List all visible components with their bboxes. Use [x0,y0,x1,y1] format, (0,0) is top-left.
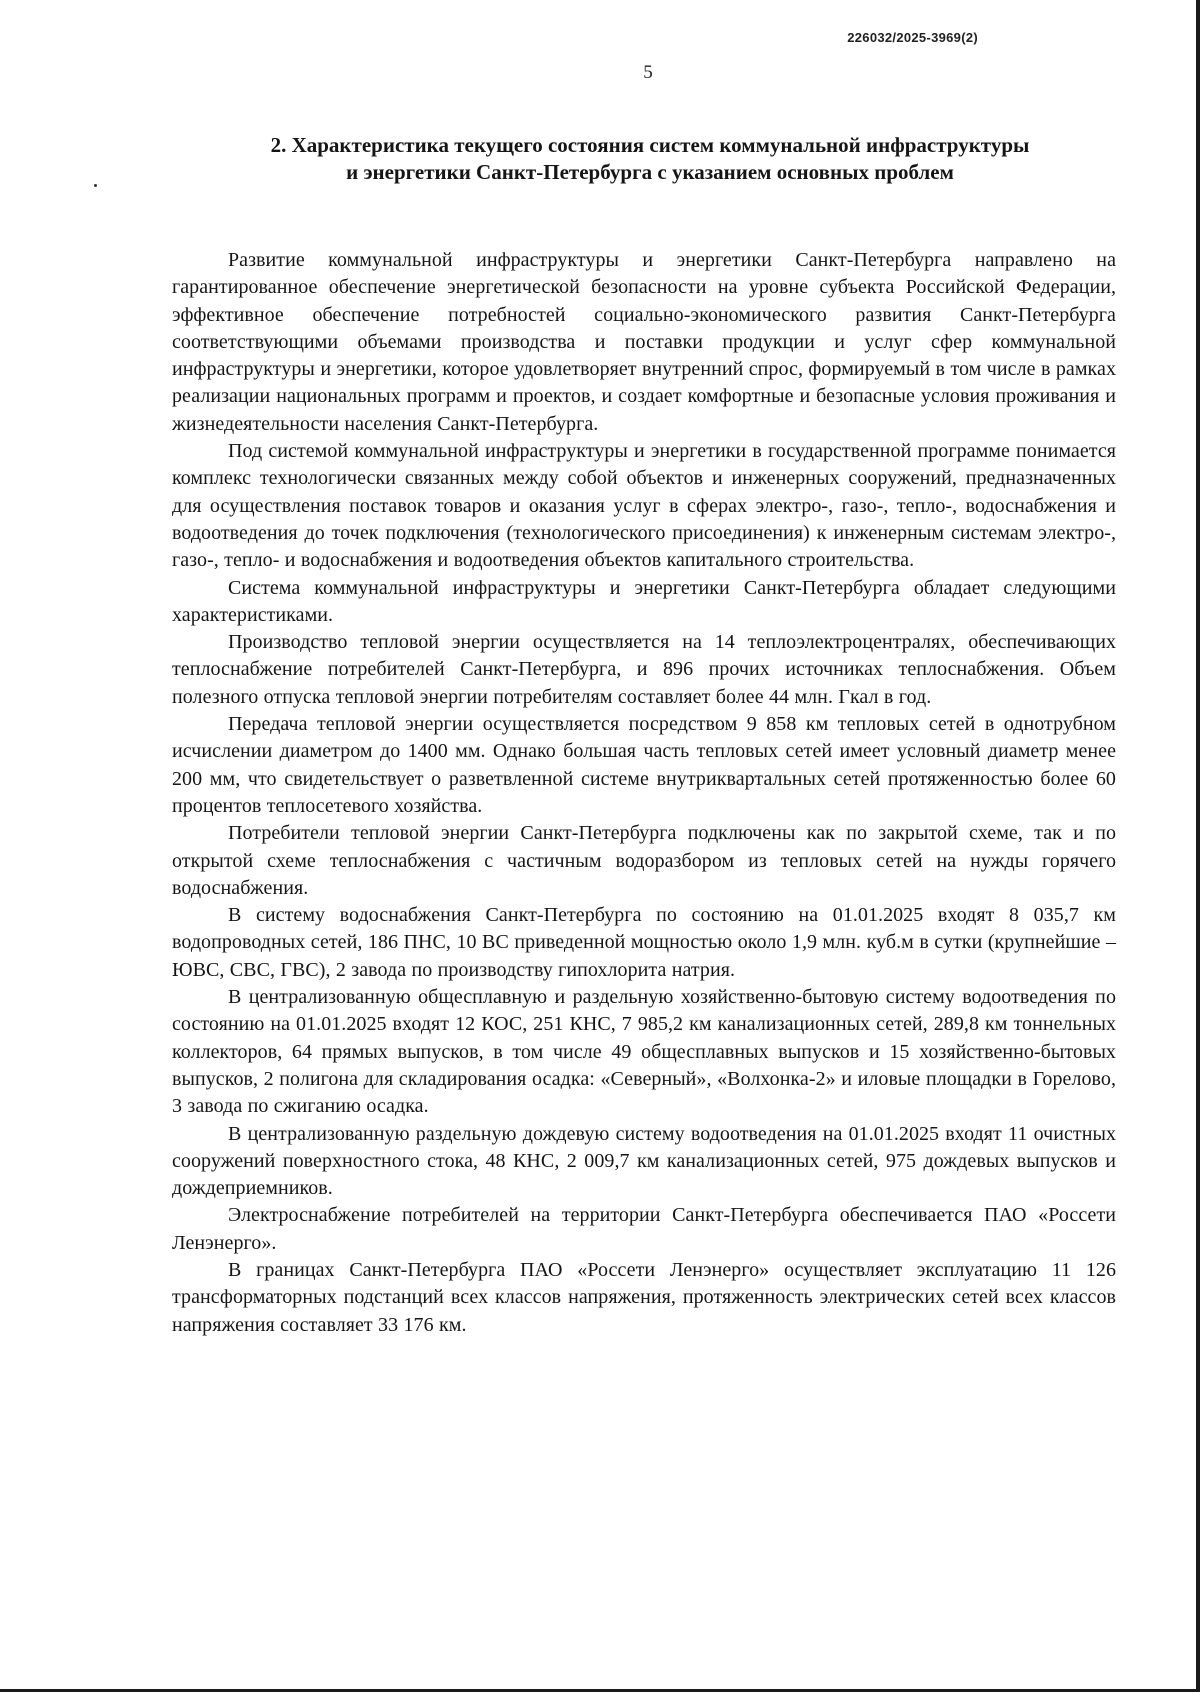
paragraph-heat-consumers: Потребители тепловой энергии Санкт-Петербурга подключены как по закрытой схеме, так и по открытой схеме теплоснабжения с частичным водоразбором из тепловых сетей на нужды горячего водоснабжения. [172,822,1116,899]
page-number: 5 [643,62,653,83]
paragraph-storm-drainage: В централизованную раздельную дождевую систему водоотведения на 01.01.2025 входят 11 очистных сооружений поверхностного стока, 48 КНС, 2 009,7 км канализационных сетей, 975 дождевых выпусков и дождеприемников. [172,1122,1116,1200]
paragraph-sewerage-system: В централизованную общесплавную и раздельную хозяйственно-бытовую систему водоотведения по состоянию на 01.01.2025 входят 12 КОС, 251 КНС, 7 985,2 км канализационных сетей, 289,8 км тоннельных коллекторов, 64 прямых выпусков, в том числе 49 общесплавных выпусков и 15 хозяйственно-бытовых выпусков, 2 полигона для складирования осадка: «Северный», «Волхонка-2» и иловые площадки в Горелово, 3 завода по сжиганию осадка. [172,986,1116,1118]
paragraph-water-supply: В систему водоснабжения Санкт-Петербурга по состоянию на 01.01.2025 входят 8 035,7 км водопроводных сетей, 186 ПНС, 10 ВС приведенной мощностью около 1,9 млн. куб.м в сутки (крупнейшие – ЮВС, СВС, ГВС), 2 завода по производству гипохлорита натрия. [172,904,1116,981]
paragraph-characteristics-intro: Система коммунальной инфраструктуры и энергетики Санкт-Петербурга обладает следующими характеристиками. [172,576,1116,626]
paragraph-development-goals: Развитие коммунальной инфраструктуры и энергетики Санкт-Петербурга направлено на гарантированное обеспечение энергетической безопасности на уровне субъекта Российской Федерации, эффективное обеспечение потребностей социально-экономического развития Санкт-Петербурга соответствующими объемами производства и поставки продукции и услуг сфер коммунальной инфраструктуры и энергетики, которое удовлетворяет внутренний спрос, формируемый в том числе в рамках реализации национальных программ и проектов, и создает комфортные и безопасные условия проживания и жизнедеятельности населения Санкт-Петербурга. [172,249,1116,435]
paragraph-heat-transmission: Передача тепловой энергии осуществляется посредством 9 858 км тепловых сетей в однотрубном исчислении диаметром до 1400 мм. Однако большая часть тепловых сетей имеет условный диаметр менее 200 мм, что свидетельствует о разветвленной системе внутриквартальных сетей протяженностью более 60 процентов теплосетевого хозяйства. [172,713,1116,817]
scan-artifact-dot [94,184,97,187]
paragraph-heat-production: Производство тепловой энергии осуществляется на 14 теплоэлектроцентралях, обеспечивающих теплоснабжение потребителей Санкт-Петербурга, и 896 прочих источниках теплоснабжения. Объем полезного отпуска тепловой энергии потребителям составляет более 44 млн. Гкал в год. [172,631,1116,708]
paragraph-power-supply: Электроснабжение потребителей на территории Санкт-Петербурга обеспечивается ПАО «Россети Ленэнерго». [172,1204,1116,1254]
paragraph-system-definition: Под системой коммунальной инфраструктуры и энергетики в государственной программе понимается комплекс технологически связанных между собой объектов и инженерных сооружений, предназначенных для осуществления поставок товаров и оказания услуг в сферах электро-, газо-, тепло-, водоснабжения и водоотведения до точек подключения (технологического присоединения) к инженерным системам электро-, газо-, тепло- и водоснабжения и водоотведения объектов капитального строительства. [172,440,1116,572]
document-registration-number: 226032/2025-3969(2) [847,30,978,45]
scan-page-edge-right [1196,0,1200,1692]
body-text [172,247,1116,1339]
paragraph-power-grid: В границах Санкт-Петербурга ПАО «Россети Ленэнерго» осуществляет эксплуатацию 11 126 трансформаторных подстанций всех классов напряжения, протяженность электрических сетей всех классов напряжения составляет 33 176 км. [172,1258,1116,1336]
section-title: 2. Характеристика текущего состояния систем коммунальной инфраструктуры и энергетики Санкт-Петербурга с указанием основных проблем [270,133,1030,184]
